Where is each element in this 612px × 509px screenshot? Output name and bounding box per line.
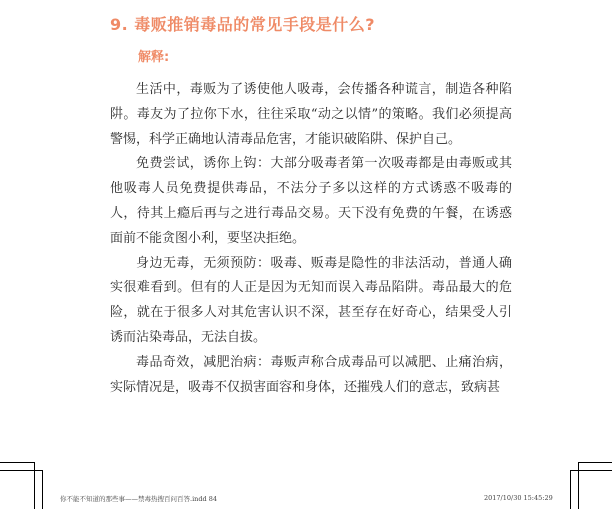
paragraph-free-trial: 免费尝试，诱你上钩：大部分吸毒者第一次吸毒都是由毒贩或其他吸毒人员免费提供毒品，不法分子多以这样的方式诱惑不吸毒的人，待其上瘾后再与之进行毒品交易。天下没有免费的午餐，在诱惑面前不能贪图小利，要坚决拒绝。	[110, 156, 512, 246]
explanation-label: 解释:	[138, 50, 170, 65]
crop-mark-right-h	[578, 462, 612, 463]
question-text: 毒贩推销毒品的常见手段是什么?	[134, 15, 376, 34]
paragraph-miracle-effects: 毒品奇效，减肥治病：毒贩声称合成毒品可以减肥、止痛治病，实际情况是，吸毒不仅损害面容和身体，还摧残人们的意志，致病甚	[110, 354, 512, 395]
paragraph-no-drugs-nearby: 身边无毒，无须预防：吸毒、贩毒是隐性的非法活动，普通人确实很难看到。但有的人正是因为无知而误入毒品陷阱。毒品最大的危险，就在于很多人对其危害认识不深，甚至存在好奇心，结果受人引诱而沾染毒品，无法自拔。	[110, 255, 512, 345]
body-text	[110, 78, 512, 400]
crop-mark-right-v2	[570, 470, 571, 509]
question-title	[110, 12, 550, 35]
crop-mark-right-h2	[570, 470, 612, 471]
footer-file-info: 你不能不知道的那些事——禁毒热搜百问百答.indd 84	[60, 495, 217, 503]
paragraph-intro: 生活中，毒贩为了诱使他人吸毒，会传播各种谎言，制造各种陷阱。毒友为了拉你下水，往往采取“动之以情”的策略。我们必须提高警惕，科学正确地认清毒品危害，才能识破陷阱、保护自己。	[110, 82, 512, 147]
crop-mark-left-h2	[0, 470, 42, 471]
question-number: 9.	[110, 15, 129, 34]
crop-mark-left-h	[0, 462, 34, 463]
footer-timestamp: 2017/10/30 15:45:29	[484, 494, 553, 502]
crop-mark-left-v2	[42, 470, 43, 509]
